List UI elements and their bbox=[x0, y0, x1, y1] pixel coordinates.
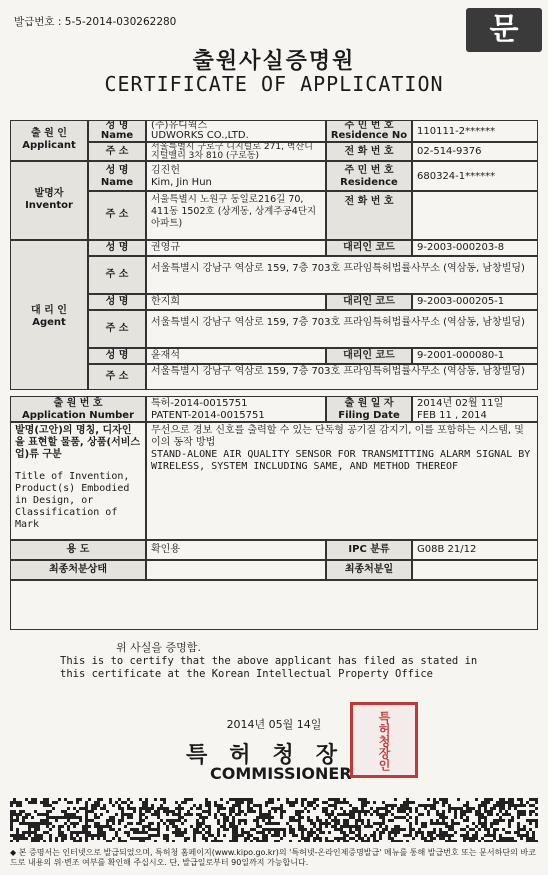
application-number: 특허-2014-0015751 PATENT-2014-0015751 bbox=[146, 396, 326, 422]
applicant-phone-label: 전 화 번 호 bbox=[326, 142, 412, 161]
seal-text: 특허청장인 bbox=[377, 711, 391, 771]
agent-name: 권영규 bbox=[146, 240, 326, 256]
issue-number: 발급번호 : 5-5-2014-030262280 bbox=[14, 16, 177, 28]
use-label: 용 도 bbox=[10, 540, 146, 560]
agent-code-label: 대리인 코드 bbox=[326, 294, 412, 310]
agent-code-label: 대리인 코드 bbox=[326, 348, 412, 364]
certification-korean: 위 사실을 증명함. bbox=[116, 641, 201, 654]
applicant-addr-label: 주 소 bbox=[88, 142, 146, 161]
agent-label: 대 리 인 Agent bbox=[10, 240, 88, 390]
document-mark: 문 bbox=[466, 8, 542, 52]
inventor-addr-label: 주 소 bbox=[88, 191, 146, 240]
applicant-phone-value: 02-514-9376 bbox=[412, 142, 538, 161]
applicant-label: 출 원 인 Applicant bbox=[10, 120, 88, 161]
disposition-date bbox=[412, 560, 538, 580]
agent-name-label: 성 명 bbox=[88, 294, 146, 310]
inventor-phone-label: 전 화 번 호 bbox=[326, 191, 412, 240]
agent-address: 서울특별시 강남구 역삼로 159, 7층 703호 프라임특허법률사무소 (역삼동, 남창빌딩) bbox=[146, 364, 538, 390]
agent-code-label: 대리인 코드 bbox=[326, 240, 412, 256]
blank-row bbox=[10, 580, 538, 630]
filing-date: 2014년 02월 11일 FEB 11 , 2014 bbox=[412, 396, 538, 422]
footer-note: ◆ 본 증명서는 인터넷으로 발급되었으며, 특허청 홈페이지(www.kipo.go.kr)의 '특허넷-온라인제증명발급' 메뉴를 통해 발급번호 또는 문서하단의 바코드로 내용의 위·변조 여부를 확인해 주십시오. 단, 발급일로부터 90일까지 가능합니다. bbox=[10, 848, 536, 867]
certification-english: This is to certify that the above applicant has filed as stated in this certificate at the Korean Intellectual Property Office bbox=[60, 655, 478, 680]
agent-code: 9-2001-000080-1 bbox=[412, 348, 538, 364]
disposition-label: 최종처분상태 bbox=[10, 560, 146, 580]
filing-date-label: 출 원 일 자 Filing Date bbox=[326, 396, 412, 422]
invention-title: 무선으로 경보 신호를 출력할 수 있는 단독형 공기질 감지기, 이를 포함하는 시스템, 및 이의 동작 방법 STAND-ALONE AIR QUALITY SENSOR FOR TRANSMITTING ALARM SIGNAL BY WIRELESS, SYSTEM INCLUDING SAME, AND METHOD THEREOF bbox=[146, 422, 538, 540]
agent-name-label: 성 명 bbox=[88, 348, 146, 364]
title-korean: 출원사실증명원 bbox=[192, 49, 356, 74]
applicant-name-label: 성 명 Name bbox=[88, 120, 146, 142]
ipc-label: IPC 분류 bbox=[326, 540, 412, 560]
application-number-label: 출 원 번 호 Application Number bbox=[10, 396, 146, 422]
applicant-resid-label: 주 민 번 호 Residence No bbox=[326, 120, 412, 142]
applicant-resid-value: 110111-2****** bbox=[412, 120, 538, 142]
agent-code: 9-2003-000205-1 bbox=[412, 294, 538, 310]
applicant-address: 서울특별시 구로구 디지털로 271, 벽산디지털밸리 3차 810 (구로동) bbox=[146, 142, 326, 161]
inventor-name-label: 성 명 Name bbox=[88, 161, 146, 191]
invention-title-label: 발명(고안)의 명칭, 디자인을 표현할 물품, 상품(서비스업)류 구분 Title of Invention, Product(s) Embodied in Design, or Classification of Mark bbox=[10, 422, 146, 540]
inventor-address: 서울특별시 노원구 동일로216길 70, 411동 1502호 (상계동, 상계주공4단지아파트) bbox=[146, 191, 326, 240]
inventor-name: 김진헌 Kim, Jin Hun bbox=[146, 161, 326, 191]
official-seal-stamp bbox=[350, 702, 418, 778]
agent-code: 9-2003-000203-8 bbox=[412, 240, 538, 256]
agent-name-label: 성 명 bbox=[88, 240, 146, 256]
agent-name: 윤재석 bbox=[146, 348, 326, 364]
disposition-value bbox=[146, 560, 326, 580]
agent-name: 한지희 bbox=[146, 294, 326, 310]
certificate-table bbox=[10, 120, 538, 630]
agent-addr-label: 주 소 bbox=[88, 364, 146, 390]
applicant-name: (주)유디웍스 UDWORKS CO.,LTD. bbox=[146, 120, 326, 142]
inventor-resid-value: 680324-1****** bbox=[412, 161, 538, 191]
use-value: 확인용 bbox=[146, 540, 326, 560]
title-english: CERTIFICATE OF APPLICATION bbox=[104, 72, 444, 96]
inventor-label: 발명자 Inventor bbox=[10, 161, 88, 240]
inventor-resid-label: 주 민 번 호 Residence bbox=[326, 161, 412, 191]
barcode-graphic bbox=[10, 798, 538, 842]
issuer-english: COMMISSIONER bbox=[210, 764, 352, 783]
ipc-value: G08B 21/12 bbox=[412, 540, 538, 560]
agent-address: 서울특별시 강남구 역삼로 159, 7층 703호 프라임특허법률사무소 (역삼동, 남창빌딩) bbox=[146, 310, 538, 348]
agent-address: 서울특별시 강남구 역삼로 159, 7층 703호 프라임특허법률사무소 (역삼동, 남창빌딩) bbox=[146, 256, 538, 294]
issue-date: 2014년 05월 14일 bbox=[226, 718, 322, 731]
issuer-korean: 특허청장 bbox=[186, 743, 360, 768]
agent-addr-label: 주 소 bbox=[88, 256, 146, 294]
agent-addr-label: 주 소 bbox=[88, 310, 146, 348]
inventor-phone-value bbox=[412, 191, 538, 240]
disposition-date-label: 최종처분일 bbox=[326, 560, 412, 580]
